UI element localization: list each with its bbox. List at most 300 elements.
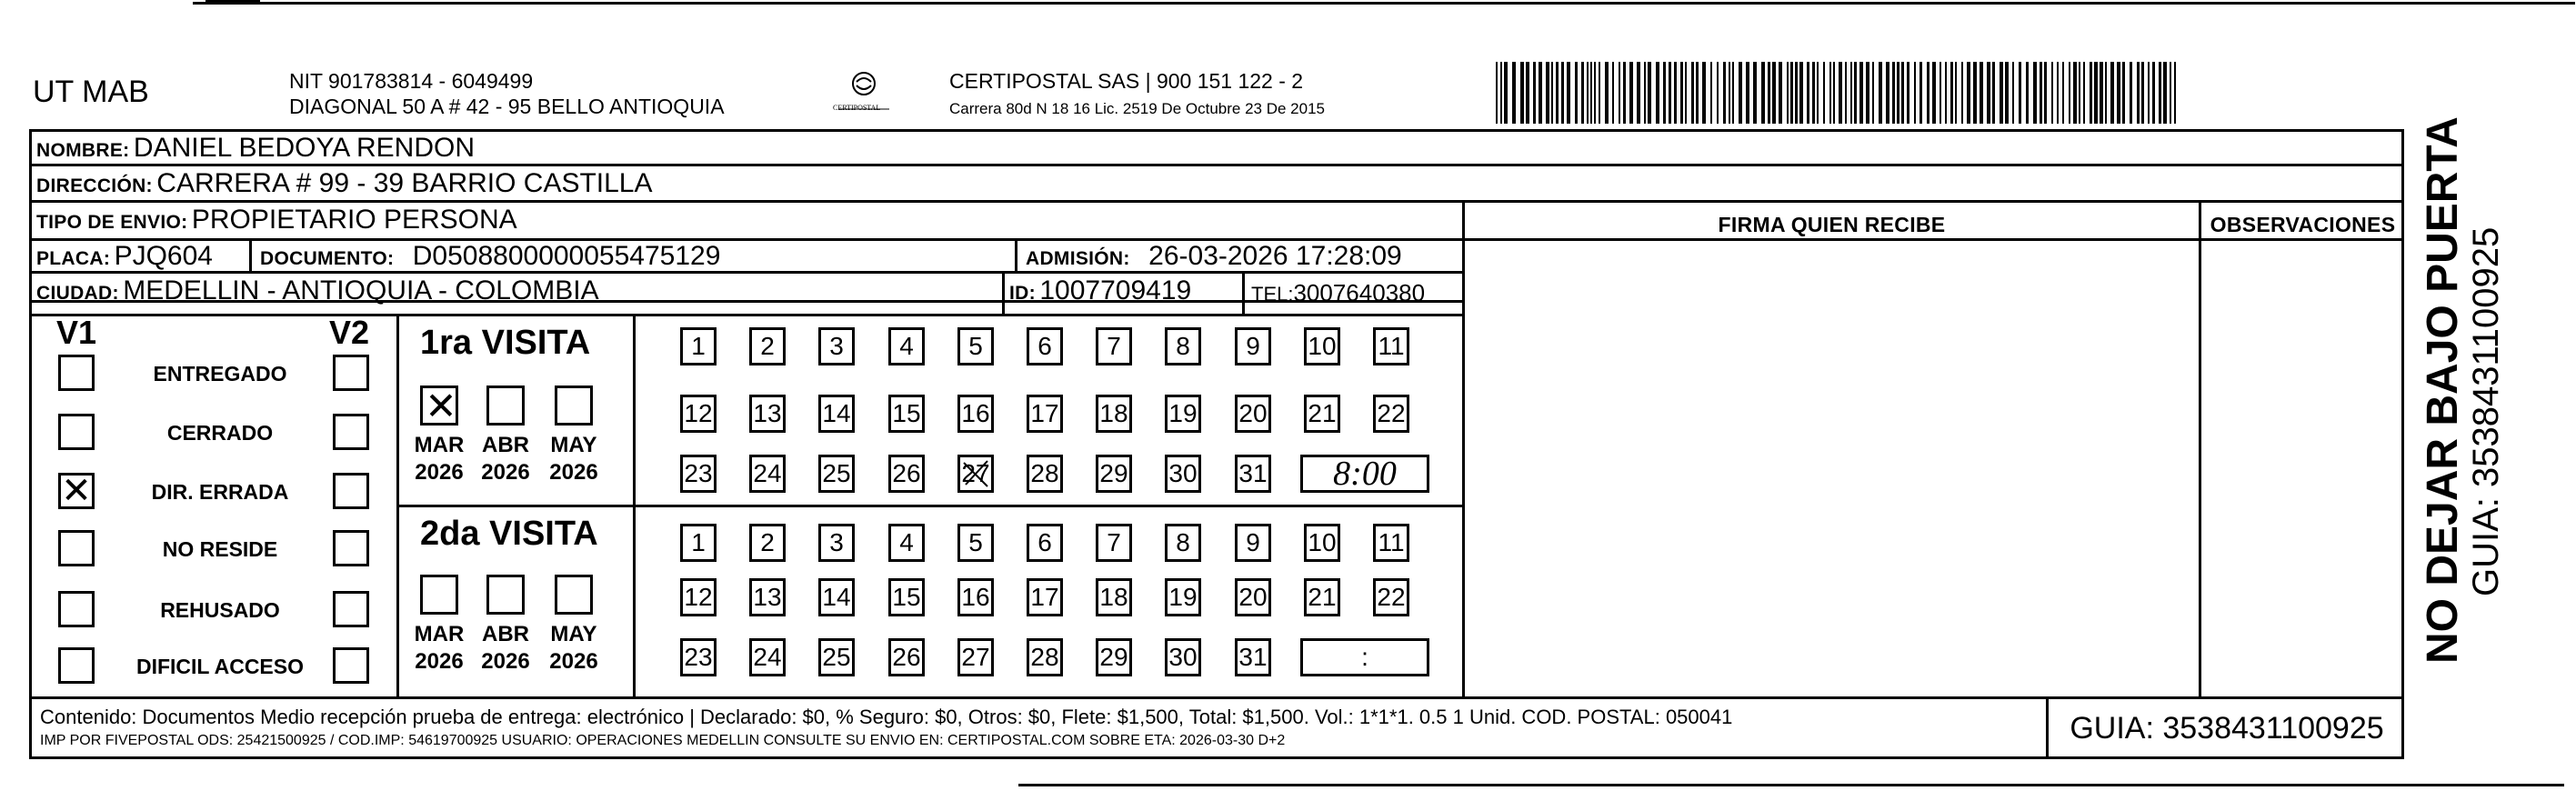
barcode-bar [2079,62,2080,124]
year-label: 2026 [415,649,464,674]
barcode-bar [1973,62,1977,124]
barcode-bar [1551,62,1553,124]
barcode-bar [1732,62,1734,124]
v1-checkbox[interactable] [58,355,95,391]
barcode-bar [1859,62,1863,124]
barcode-bar [1799,62,1803,124]
checkmark-x-icon: ✕ [61,471,92,511]
barcode-bar [2122,62,2125,124]
barcode-bar [1648,62,1651,124]
barcode-bar [1772,62,1776,124]
barcode-bar [1746,62,1749,124]
barcode-bar [2094,62,2098,124]
barcode-bar [1945,62,1947,124]
day-box-27[interactable] [957,455,994,493]
day-box-9[interactable] [1235,524,1271,562]
day-box-23[interactable] [680,638,717,676]
day-number: 28 [1030,643,1059,671]
status-label: ENTREGADO [153,362,287,385]
barcode-bar [1539,62,1542,124]
barcode-bar [2040,62,2042,124]
day-number: 30 [1168,459,1198,487]
day-number: 23 [684,643,713,671]
barcode-bar [1872,62,1874,124]
ciudad-value: MEDELLIN - ANTIOQUIA - COLOMBIA [123,275,599,305]
day-box-29[interactable] [1096,455,1132,493]
company-name: UT MAB [33,75,149,109]
day-number: 26 [892,459,921,487]
day-box-19[interactable] [1165,395,1201,433]
day-number: 11 [1378,528,1405,556]
day-box-28[interactable] [1027,455,1063,493]
v2-header: V2 [329,314,370,351]
v2-checkbox[interactable] [333,473,369,509]
day-box-28[interactable] [1027,638,1063,676]
day-box-1[interactable] [680,524,717,562]
day-number: 7 [1107,528,1121,556]
barcode-bar [1850,62,1852,124]
barcode-bar [2051,62,2053,124]
id-label: ID: [1009,283,1036,304]
barcode-bar [1761,62,1765,124]
day-number: 16 [961,583,990,611]
day-box-22[interactable] [1373,578,1409,616]
day-number: 8 [1176,528,1190,556]
barcode-bar [2163,62,2167,124]
barcode-bar [2159,62,2161,124]
day-number: 6 [1037,528,1052,556]
barcode-bar [1779,62,1782,124]
month-label: MAY [550,433,597,457]
day-number: 3 [829,332,844,360]
footer-contenido: Contenido: Documentos Medio recepción prueba de entrega: electrónico | Declarado: $0, % Seguro: $0, Otros: $0, Flete: $1,500, Total: $1,500. Vol.: 1*1*1. 0.5 1 Unid. COD. POSTAL: 050041 [40,706,1733,728]
day-number: 22 [1377,583,1406,611]
barcode-bar [1612,62,1614,124]
day-number: 8 [1176,332,1190,360]
day-box-12[interactable] [680,395,717,433]
barcode-bar [2141,62,2144,124]
day-number: 4 [899,332,914,360]
barcode-bar [1992,62,1995,124]
day-box-14[interactable] [818,578,855,616]
v1-checkbox[interactable] [58,530,95,566]
tipo-envio-value: PROPIETARIO PERSONA [191,205,517,235]
day-number: 31 [1238,459,1268,487]
barcode-bar [2005,62,2009,124]
day-box-30[interactable] [1165,638,1201,676]
barcode-bar [1656,62,1659,124]
day-box-19[interactable] [1165,578,1201,616]
status-label: CERRADO [166,421,274,445]
barcode-bar [1897,62,1899,124]
v2-checkbox[interactable] [333,591,369,627]
tipo-envio-label: TIPO DE ENVIO: [36,212,188,233]
day-number: 29 [1099,643,1128,671]
company-nit: NIT 901783814 - 6049499 [289,69,534,93]
barcode-bar [2062,62,2064,124]
day-box-5[interactable] [957,327,994,365]
barcode-bar [1729,62,1730,124]
barcode-bar [1575,62,1578,124]
day-number: 2 [760,332,775,360]
day-number: 27 [961,459,990,487]
barcode-bar [1590,62,1592,124]
barcode-bar [1702,62,1706,124]
month-checkbox-mar[interactable] [420,575,458,615]
day-number: 17 [1030,583,1059,611]
barcode-bar [1854,62,1857,124]
day-number: 9 [1246,332,1260,360]
day-number: 22 [1377,399,1406,427]
barcode-bar [2019,62,2021,124]
barcode-bar [1496,62,1498,124]
day-number: 31 [1238,643,1268,671]
barcode-bar [2026,62,2029,124]
day-number: 30 [1168,643,1198,671]
barcode-bar [2117,62,2120,124]
barcode-bar [1691,62,1694,124]
v1-checkbox[interactable] [58,473,95,509]
month-label: MAY [550,622,597,646]
v1-checkbox[interactable] [58,591,95,627]
day-box-26[interactable] [888,638,925,676]
nombre-value: DANIEL BEDOYA RENDON [133,133,475,163]
day-box-10[interactable] [1304,524,1340,562]
barcode-bar [1961,62,1963,124]
day-number: 19 [1168,399,1198,427]
day-number: 24 [753,643,782,671]
v2-checkbox[interactable] [333,530,369,566]
day-box-18[interactable] [1096,578,1132,616]
day-box-29[interactable] [1096,638,1132,676]
day-box-16[interactable] [957,578,994,616]
day-box-17[interactable] [1027,395,1063,433]
v1-checkbox[interactable] [58,647,95,684]
barcode-bar [2073,62,2077,124]
barcode-bar [1795,62,1798,124]
day-number: 25 [822,459,851,487]
barcode-bar [1790,62,1793,124]
month-label: MAR [414,433,465,457]
day-number: 24 [753,459,782,487]
day-box-26[interactable] [888,455,925,493]
day-number: 23 [684,459,713,487]
day-box-2[interactable] [749,524,786,562]
barcode-bar [1987,62,1990,124]
visit2-title: 2da VISITA [420,515,598,553]
day-number: 2 [760,528,775,556]
day-number: 14 [822,583,851,611]
barcode-bar [1629,62,1633,124]
barcode-bar [1619,62,1620,124]
logo-text: CERTIPOSTAL [833,104,881,112]
day-box-15[interactable] [888,395,925,433]
barcode-bar [1932,62,1936,124]
barcode-bar [1901,62,1904,124]
day-box-24[interactable] [749,638,786,676]
documento-label: DOCUMENTO: [260,248,395,269]
day-box-6[interactable] [1027,524,1063,562]
day-box-3[interactable] [818,327,855,365]
barcode-bar [2057,62,2059,124]
v1-checkbox[interactable] [58,414,95,450]
checkmark-x-icon: ✕ [425,385,457,427]
barcode-bar [1500,62,1502,124]
day-number: 12 [684,399,713,427]
barcode-bar [1605,62,1609,124]
barcode-bar [1546,62,1549,124]
day-box-9[interactable] [1235,327,1271,365]
barcode-bar [1955,62,1957,124]
day-number: 18 [1099,399,1128,427]
month-label: ABR [482,433,529,457]
day-number: 4 [899,528,914,556]
barcode-bar [2170,62,2171,124]
month-checkbox-may[interactable] [555,385,593,426]
day-number: 25 [822,643,851,671]
barcode-icon [1496,62,2178,124]
day-box-6[interactable] [1027,327,1063,365]
day-box-27[interactable] [957,638,994,676]
barcode-bar [1526,62,1529,124]
day-number: 27 [961,643,990,671]
barcode-bar [1839,62,1842,124]
day-number: 29 [1099,459,1128,487]
barcode-bar [2137,62,2140,124]
time-box[interactable]: 8:00 [1300,455,1429,493]
barcode-bar [1723,62,1726,124]
day-box-21[interactable] [1304,578,1340,616]
day-box-22[interactable] [1373,395,1409,433]
v2-checkbox[interactable] [333,647,369,684]
barcode-bar [1520,62,1524,124]
barcode-bar [2044,62,2047,124]
barcode-bar [1680,62,1683,124]
day-number: 13 [753,583,782,611]
day-number: 19 [1168,583,1198,611]
day-box-2[interactable] [749,327,786,365]
barcode-bar [2152,62,2155,124]
v1-header: V1 [56,314,97,351]
day-box-18[interactable] [1096,395,1132,433]
day-box-31[interactable] [1235,638,1271,676]
day-number: 18 [1099,583,1128,611]
v2-checkbox[interactable] [333,355,369,391]
firma-area[interactable] [1465,242,2199,696]
day-box-5[interactable] [957,524,994,562]
barcode-bar [1829,62,1831,124]
day-number: 15 [892,399,921,427]
day-number: 14 [822,399,851,427]
tel-value: 3007640380 [1293,279,1426,306]
day-box-20[interactable] [1235,395,1271,433]
month-checkbox-abr[interactable] [486,575,525,615]
day-number: 5 [968,332,983,360]
barcode-bar [1886,62,1889,124]
day-box-20[interactable] [1235,578,1271,616]
barcode-bar [1644,62,1646,124]
day-number: 13 [753,399,782,427]
day-box-11[interactable] [1373,327,1409,365]
day-box-7[interactable] [1096,524,1132,562]
admision-label: ADMISIÓN: [1026,248,1130,269]
barcode-bar [2033,62,2037,124]
barcode-bar [1717,62,1719,124]
barcode-bar [1504,62,1508,124]
barcode-bar [1833,62,1835,124]
day-number: 9 [1246,528,1260,556]
day-number: 3 [829,528,844,556]
day-box-17[interactable] [1027,578,1063,616]
barcode-bar [1599,62,1600,124]
barcode-bar [2174,62,2176,124]
observaciones-area[interactable] [2201,242,2404,696]
barcode-bar [1685,62,1687,124]
id-value: 1007709419 [1039,275,1192,305]
barcode-bar [1753,62,1757,124]
day-box-15[interactable] [888,578,925,616]
day-box-25[interactable] [818,455,855,493]
firma-quien-recibe-label: FIRMA QUIEN RECIBE [1718,213,1946,236]
month-label: MAR [414,622,465,646]
barcode-bar [2012,62,2014,124]
year-label: 2026 [415,460,464,485]
no-dejar-bajo-puerta: NO DEJAR BAJO PUERTA [2419,116,2467,664]
status-label: DIFICIL ACCESO [135,655,304,678]
barcode-bar [1967,62,1970,124]
day-box-7[interactable] [1096,327,1132,365]
barcode-bar [1533,62,1536,124]
barcode-bar [1637,62,1640,124]
day-box-3[interactable] [818,524,855,562]
documento-value: D0508800000055475129 [412,241,721,271]
year-label: 2026 [481,460,530,485]
barcode-bar [1950,62,1953,124]
barcode-bar [2105,62,2107,124]
barcode-bar [1787,62,1789,124]
day-number: 10 [1308,332,1337,360]
barcode-bar [1927,62,1929,124]
handwritten-mark-icon [960,457,991,490]
barcode-bar [1823,62,1825,124]
day-box-1[interactable] [680,327,717,365]
barcode-bar [1907,62,1909,124]
day-box-14[interactable] [818,395,855,433]
day-box-11[interactable] [1373,524,1409,562]
day-box-13[interactable] [749,578,786,616]
day-number: 17 [1030,399,1059,427]
day-number: 10 [1308,528,1337,556]
day-number: 5 [968,528,983,556]
direccion-value: CARRERA # 99 - 39 BARRIO CASTILLA [156,168,653,198]
day-box-31[interactable] [1235,455,1271,493]
day-box-12[interactable] [680,578,717,616]
day-number: 21 [1308,583,1337,611]
barcode-bar [1914,62,1916,124]
ciudad-label: CIUDAD: [36,283,119,304]
placa-label: PLACA: [36,248,111,269]
day-box-24[interactable] [749,455,786,493]
barcode-bar [1879,62,1882,124]
day-box-21[interactable] [1304,395,1340,433]
barcode-bar [1594,62,1596,124]
barcode-bar [1710,62,1712,124]
day-box-10[interactable] [1304,327,1340,365]
visit1-title: 1ra VISITA [420,324,591,362]
day-box-25[interactable] [818,638,855,676]
status-label: NO RESIDE [162,537,278,561]
day-box-16[interactable] [957,395,994,433]
day-box-4[interactable] [888,327,925,365]
barcode-bar [1817,62,1819,124]
status-label: DIR. ERRADA [151,480,289,504]
day-box-4[interactable] [888,524,925,562]
status-label: REHUSADO [160,598,280,622]
day-box-23[interactable] [680,455,717,493]
barcode-bar [1845,62,1847,124]
side-guia: GUIA: 3538431100925 [2466,226,2506,596]
barcode-bar [1812,62,1815,124]
day-number: 1 [691,332,706,360]
barcode-bar [1940,62,1941,124]
day-number: 11 [1378,332,1405,360]
time-box[interactable]: : [1300,638,1429,676]
day-number: 28 [1030,459,1059,487]
month-checkbox-mar[interactable] [420,385,458,426]
carrier-name: CERTIPOSTAL SAS | 900 151 122 - 2 [949,69,1304,93]
barcode-bar [2083,62,2085,124]
barcode-bar [2130,62,2132,124]
day-box-13[interactable] [749,395,786,433]
barcode-bar [1919,62,1922,124]
barcode-bar [1739,62,1742,124]
barcode-bar [1669,62,1671,124]
day-box-8[interactable] [1165,327,1201,365]
day-number: 20 [1238,399,1268,427]
barcode-bar [1980,62,1983,124]
v2-checkbox[interactable] [333,414,369,450]
barcode-bar [1696,62,1699,124]
day-number: 21 [1308,399,1337,427]
barcode-bar [1587,62,1589,124]
nombre-label: NOMBRE: [36,140,130,161]
month-checkbox-may[interactable] [555,575,593,615]
barcode-bar [1807,62,1809,124]
barcode-bar [1567,62,1570,124]
year-label: 2026 [481,649,530,674]
day-number: 26 [892,643,921,671]
footer-guia: GUIA: 3538431100925 [2070,711,2384,746]
footer-imp: IMP POR FIVEPOSTAL ODS: 25421500925 / COD.IMP: 54619700925 USUARIO: OPERACIONES MEDELLIN CONSULTE SU ENVIO EN: CERTIPOSTAL.COM SOBRE ETA: 2026-03-30 D+2 [40,733,1286,748]
day-box-8[interactable] [1165,524,1201,562]
company-address: DIAGONAL 50 A # 42 - 95 BELLO ANTIOQUIA [289,95,725,118]
day-number: 20 [1238,583,1268,611]
barcode-bar [1512,62,1516,124]
barcode-bar [2100,62,2103,124]
barcode-bar [1623,62,1626,124]
barcode-bar [2090,62,2092,124]
barcode-bar [1866,62,1869,124]
day-number: 15 [892,583,921,611]
month-checkbox-abr[interactable] [486,385,525,426]
barcode-bar [1663,62,1666,124]
direccion-label: DIRECCIÓN: [36,175,153,196]
year-label: 2026 [549,460,598,485]
day-box-30[interactable] [1165,455,1201,493]
barcode-bar [1674,62,1677,124]
admision-value: 26-03-2026 17:28:09 [1148,241,1402,271]
day-number: 6 [1037,332,1052,360]
